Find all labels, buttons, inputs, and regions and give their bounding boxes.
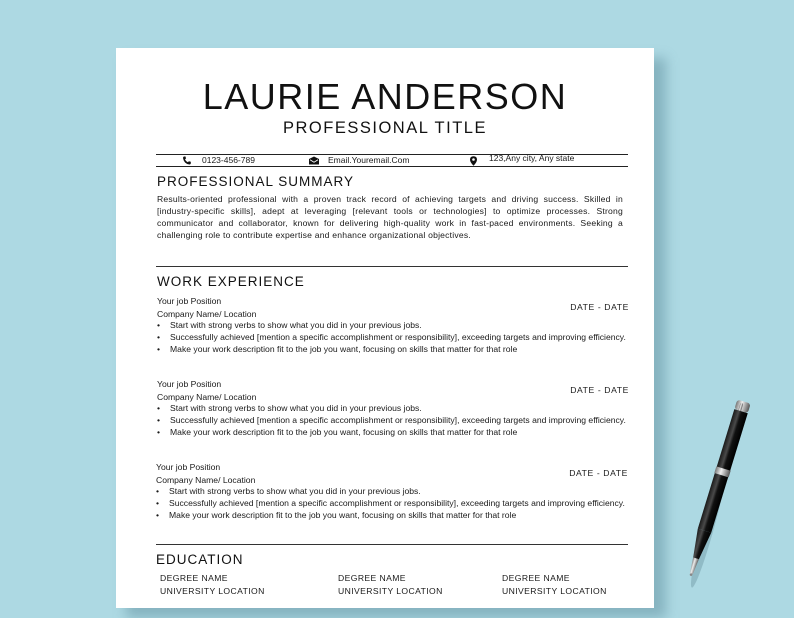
degree-name: DEGREE NAME xyxy=(160,573,228,583)
job-bullet: • Make your work description fit to the job you want, focusing on skills that matter for that role xyxy=(156,509,626,521)
resume-title: PROFESSIONAL TITLE xyxy=(283,119,487,137)
job-position: Your job Position xyxy=(157,379,222,389)
job-date: DATE - DATE xyxy=(570,302,629,312)
summary-heading: PROFESSIONAL SUMMARY xyxy=(157,174,355,189)
job-bullet: • Start with strong verbs to show what you did in your previous jobs. xyxy=(157,319,627,331)
job-company: Company Name/ Location xyxy=(157,392,257,402)
university-location: UNIVERSITY LOCATION xyxy=(160,586,265,596)
university-location: UNIVERSITY LOCATION xyxy=(502,586,607,596)
job-bullet: • Make your work description fit to the job you want, focusing on skills that matter for that role xyxy=(157,426,627,438)
education-heading: EDUCATION xyxy=(156,552,244,567)
job-bullet: • Successfully achieved [mention a specific accomplishment or responsibility], exceeding targets and improving efficiency. xyxy=(156,497,626,509)
phone-text: 0123-456-789 xyxy=(202,155,255,165)
resume-name: LAURIE ANDERSON xyxy=(202,76,568,117)
job-date: DATE - DATE xyxy=(569,468,628,478)
experience-heading: WORK EXPERIENCE xyxy=(157,274,305,289)
job-date: DATE - DATE xyxy=(570,385,629,395)
degree-name: DEGREE NAME xyxy=(502,573,570,583)
job-company: Company Name/ Location xyxy=(157,309,257,319)
job-bullet: • Successfully achieved [mention a specific accomplishment or responsibility], exceeding targets and improving efficiency. xyxy=(157,331,627,343)
address-text: 123,Any city, Any state xyxy=(489,153,575,163)
university-location: UNIVERSITY LOCATION xyxy=(338,586,443,596)
job-bullet: • Make your work description fit to the job you want, focusing on skills that matter for that role xyxy=(157,343,627,355)
job-position: Your job Position xyxy=(156,462,221,472)
job-position: Your job Position xyxy=(157,296,222,306)
degree-name: DEGREE NAME xyxy=(338,573,406,583)
job-company: Company Name/ Location xyxy=(156,475,256,485)
job-bullet: • Successfully achieved [mention a specific accomplishment or responsibility], exceeding targets and improving efficiency. xyxy=(157,414,627,426)
summary-text: Results-oriented professional with a proven track record of achieving targets and driving success. Skilled in [industry-specific skills], adept at leveraging [relevant tools or technologies] to optimize processes. Strong communicator and collaborator, known for delivering high-quality work in fast-paced environments. Seeking a challenging role to contribute expertise and enhance organizational objectives. xyxy=(157,194,623,240)
job-bullet: • Start with strong verbs to show what you did in your previous jobs. xyxy=(156,485,626,497)
email-text: Email.Youremail.Com xyxy=(328,155,410,165)
job-bullet: • Start with strong verbs to show what you did in your previous jobs. xyxy=(157,402,627,414)
